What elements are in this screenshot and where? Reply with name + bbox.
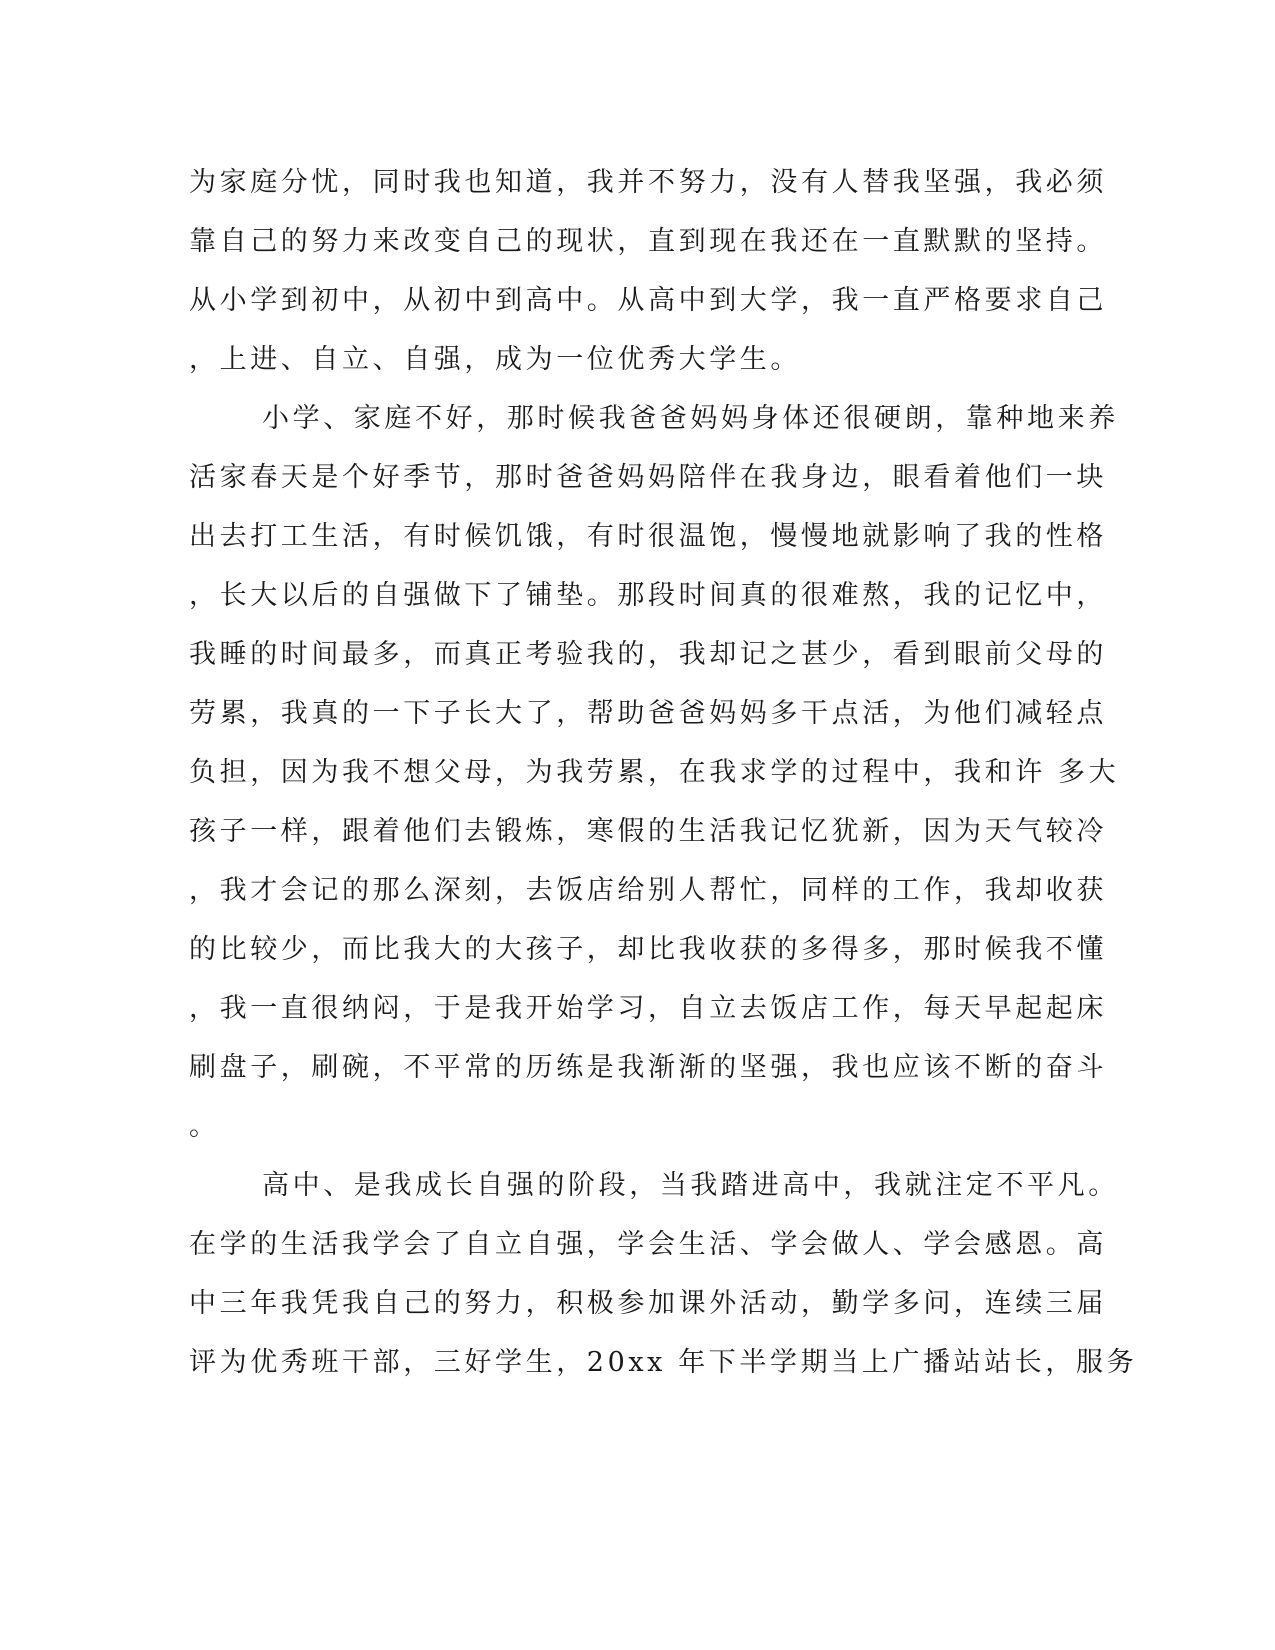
- text-line: 出去打工生活，有时候饥饿，有时很温饱，慢慢地就影响了我的性格: [189, 521, 1107, 552]
- text-line: 我睡的时间最多，而真正考验我的，我却记之甚少，看到眼前父母的: [189, 639, 1107, 670]
- text-line: 为家庭分忧，同时我也知道，我并不努力，没有人替我坚强，我必须: [189, 167, 1107, 198]
- paragraph-start-line: 小学、家庭不好，那时候我爸爸妈妈身体还很硬朗，靠种地来养: [262, 403, 1119, 434]
- text-line: 负担，因为我不想父母，为我劳累，在我求学的过程中，我和许 多大: [189, 757, 1120, 788]
- text-line: 活家春天是个好季节，那时爸爸妈妈陪伴在我身边，眼看着他们一块: [189, 462, 1107, 493]
- text-line: ，我一直很纳闷，于是我开始学习，自立去饭店工作，每天早起起床: [189, 993, 1107, 1024]
- text-line: 。: [189, 1111, 220, 1142]
- text-line: 孩子一样，跟着他们去锻炼，寒假的生活我记忆犹新，因为天气较冷: [189, 816, 1107, 847]
- text-line: 刷盘子，刷碗，不平常的历练是我渐渐的坚强，我也应该不断的奋斗: [189, 1052, 1107, 1083]
- text-line: 在学的生活我学会了自立自强，学会生活、学会做人、学会感恩。高: [189, 1229, 1107, 1260]
- text-line: 靠自己的努力来改变自己的现状，直到现在我还在一直默默的坚持。: [189, 226, 1107, 257]
- text-line: 从小学到初中，从初中到高中。从高中到大学，我一直严格要求自己: [189, 285, 1107, 316]
- text-line: 中三年我凭我自己的努力，积极参加课外活动，勤学多问，连续三届: [189, 1288, 1107, 1319]
- paragraph-start-line: 高中、是我成长自强的阶段，当我踏进高中，我就注定不平凡。: [262, 1170, 1119, 1201]
- text-line: 评为优秀班干部，三好学生，20xx 年下半学期当上广播站站长，服务: [189, 1347, 1138, 1378]
- text-line: 劳累，我真的一下子长大了，帮助爸爸妈妈多干点活，为他们减轻点: [189, 698, 1107, 729]
- text-line: ，长大以后的自强做下了铺垫。那段时间真的很难熬，我的记忆中，: [189, 580, 1107, 611]
- text-line: ，我才会记的那么深刻，去饭店给别人帮忙，同样的工作，我却收获: [189, 875, 1107, 906]
- text-line: ，上进、自立、自强，成为一位优秀大学生。: [189, 344, 801, 375]
- text-line: 的比较少，而比我大的大孩子，却比我收获的多得多，那时候我不懂: [189, 934, 1107, 965]
